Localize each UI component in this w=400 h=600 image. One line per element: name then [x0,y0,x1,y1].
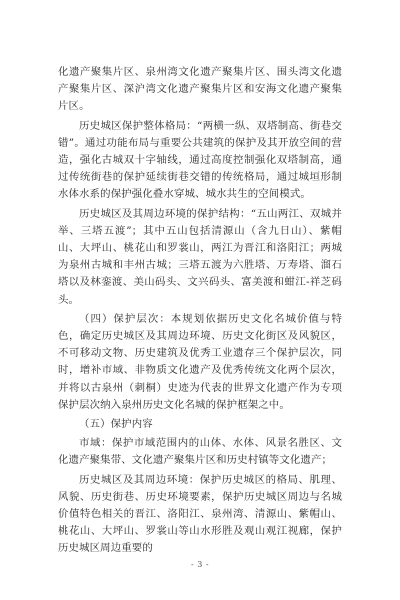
section-heading-protection-content: （五）保护内容 [79,418,153,431]
page-number: - 3 - [190,560,210,569]
paragraph-protection-levels: （四）保护层次：本规划依据历史文化名城价值与特色，确定历史城区及其周边环境、历史文化街区及风貌区，不可移动文物、历史建筑及优秀工业遗存三个保护层次，同时，增补市域、非物质文化遗产及优秀传统文化两个层次，并将以古泉州（刺桐）史迹为代表的世界文化遗产作为专项保护层次纳入泉州历史文化名城的保护框架之中。 [58,312,342,411]
paragraph-continuation: 化遗产聚集片区、泉州湾文化遗产聚集片区、围头湾文化遗产聚集片区、深沪湾文化遗产聚集片区和安海文化遗产聚集片区。 [58,66,342,113]
document-body [58,64,342,560]
paragraph-overall-pattern: 历史城区保护整体格局：“两横一纵、双塔制高、街巷交错”。通过功能布局与重要公共建筑的保护及其开放空间的营造，强化古城双十字轴线，通过高度控制强化双塔制高，通过传统街巷的保护延续街巷交错的传统格局，通过城垣形制水体水系的保护强化叠水穿城、城水共生的空间模式。 [58,119,342,201]
paragraph-historic-district: 历史城区及其周边环境：保护历史城区的格局、肌理、风貌、历史街巷、历史环境要素，保护历史城区周边与名城价值特色相关的晋江、洛阳江、泉州湾、清源山、紫帽山、桃花山、大坪山、罗裳山等山水形胜及观山观江视廊，保护历史城区周边重要的 [58,473,342,555]
paragraph-protection-structure: 历史城区及其周边环境的保护结构：“五山两江、双城并举、三塔五渡”；其中五山包括清源山（含九日山）、紫帽山、大坪山、桃花山和罗裳山，两江为晋江和洛阳江；两城为泉州古城和丰州古城；三塔五渡为六胜塔、万寿塔、溜石塔以及林銮渡、美山码头、文兴码头、富美渡和蚶江-祥芝码头。 [58,207,342,306]
paragraph-city-region: 市域：保护市域范围内的山体、水体、风景名胜区、文化遗产聚集带、文化遗产聚集片区和历史村镇等文化遗产； [58,437,342,467]
